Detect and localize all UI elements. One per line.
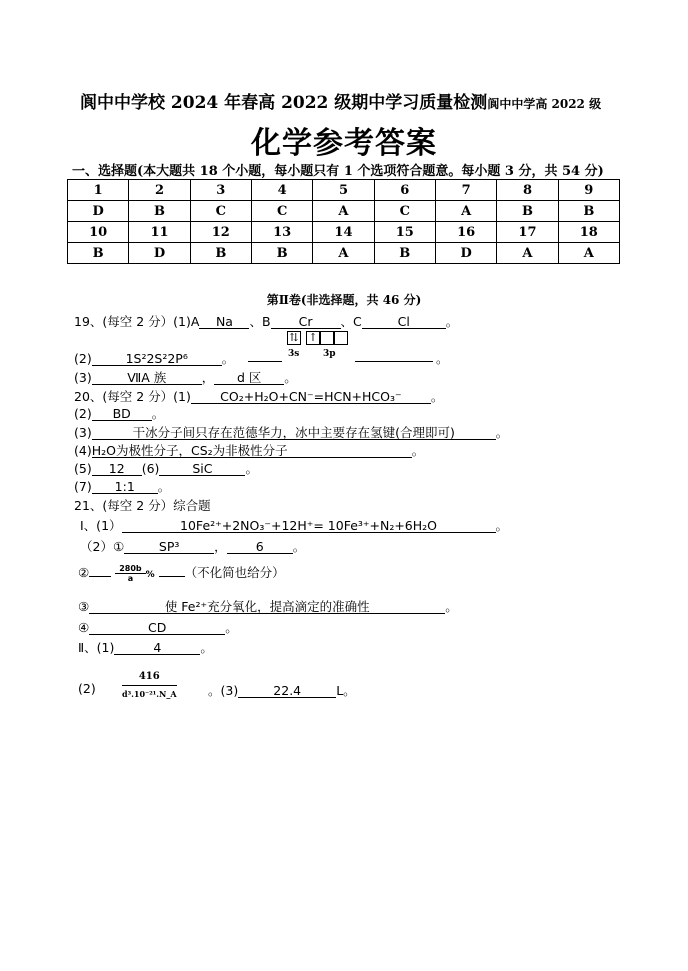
answer-cell: B xyxy=(68,243,129,264)
q20-answer-6: SiC xyxy=(159,462,245,476)
q20-answer-7: 1:1 xyxy=(92,480,158,494)
q19-answer-a: Na xyxy=(199,315,249,329)
q20-line2: (2) BD 。 xyxy=(74,406,165,421)
q19-answer-c: Cl xyxy=(362,315,446,329)
q20-equation: CO₂+H₂O+CN⁻=HCN+HCO₃⁻ xyxy=(191,390,431,404)
question-number-cell: 8 xyxy=(497,180,558,201)
orbital-3p: ↑ xyxy=(306,331,348,350)
question-number-row xyxy=(68,222,620,243)
q21-c3-answer: 使 Fe²⁺充分氧化，提高滴定的准确性 xyxy=(89,600,445,614)
question-number-cell: 7 xyxy=(435,180,496,201)
question-number-cell: 12 xyxy=(190,222,251,243)
answer-cell: C xyxy=(374,201,435,222)
question-number-cell: 5 xyxy=(313,180,374,201)
q21-heading: 21、(每空 2 分）综合题 xyxy=(74,498,211,513)
blank-line xyxy=(248,361,282,362)
answer-cell: D xyxy=(129,243,190,264)
q20-answer-3: 干冰分子间只存在范德华力，冰中主要存在氢键(合理即可) xyxy=(92,426,496,440)
q19-config: 1S²2S²2P⁶ xyxy=(92,352,222,366)
q21-c2-fraction: $\frac{280b}{a}$ xyxy=(115,564,145,583)
q21-c3: ③ 使 Fe²⁺充分氧化，提高滴定的准确性 。 xyxy=(78,599,458,614)
q21-hybridization: SP³ xyxy=(124,540,214,554)
question-number-cell: 1 xyxy=(68,180,129,201)
orbital-3p-label: 3p xyxy=(323,349,336,359)
q19-region: d 区 xyxy=(214,371,284,385)
answer-cell: B xyxy=(497,201,558,222)
orbital-3s: ⇅ xyxy=(287,331,301,350)
document-subtitle: 化学参考答案 xyxy=(251,126,437,161)
q21-II3-answer: 22.4 xyxy=(238,684,336,698)
question-number-cell: 4 xyxy=(251,180,312,201)
section1-heading: 一、选择题(本大题共 18 个小题，每小题只有 1 个选项符合题意。每小题 3 分，共 54 分) xyxy=(72,164,604,179)
answer-cell: A xyxy=(313,201,374,222)
answer-cell: A xyxy=(313,243,374,264)
answer-cell: C xyxy=(251,201,312,222)
q21-I1-equation: 10Fe²⁺+2NO₃⁻+12H⁺= 10Fe³⁺+N₂+6H₂O xyxy=(122,519,496,533)
q19-line3: (3) ⅦA 族 ， d 区 。 xyxy=(74,370,297,385)
q20-line5: (5) 12 (6) SiC 。 xyxy=(74,461,258,476)
answer-cell: B xyxy=(374,243,435,264)
answer-table xyxy=(67,179,620,264)
q20-answer-2: BD xyxy=(92,407,152,421)
answer-row xyxy=(68,243,620,264)
q21-II3: 。(3) 22.4 L。 xyxy=(208,683,356,698)
question-number-cell: 2 xyxy=(129,180,190,201)
q21-II1-answer: 4 xyxy=(114,641,200,655)
q21-c2: ② $\frac{280b}{a}$ % （不化简也给分） xyxy=(78,564,285,583)
document-title: 阆中中学校 2024 年春高 2022 级期中学习质量检测阆中中学高 2022 级 xyxy=(80,93,602,113)
question-number-cell: 18 xyxy=(558,222,619,243)
question-number-cell: 3 xyxy=(190,180,251,201)
question-number-cell: 6 xyxy=(374,180,435,201)
answer-cell: B xyxy=(251,243,312,264)
answer-cell: B xyxy=(558,201,619,222)
answer-cell: C xyxy=(190,201,251,222)
orbital-3s-label: 3s xyxy=(288,349,300,359)
question-number-cell: 17 xyxy=(497,222,558,243)
q20-answer-5: 12 xyxy=(92,462,142,476)
q19-line2: (2) 1S²2S²2P⁶ 。 xyxy=(74,351,235,366)
answer-row xyxy=(68,201,620,222)
question-number-row xyxy=(68,180,620,201)
answer-cell: A xyxy=(558,243,619,264)
q20-line1: 20、(每空 2 分）(1) CO₂+H₂O+CN⁻=HCN+HCO₃⁻ 。 xyxy=(74,389,444,404)
question-number-cell: 10 xyxy=(68,222,129,243)
q21-I2: （2）① SP³ ， 6 。 xyxy=(80,539,306,554)
q21-coordination: 6 xyxy=(227,540,293,554)
answer-cell: A xyxy=(435,201,496,222)
question-number-cell: 16 xyxy=(435,222,496,243)
q21-II2: (2) xyxy=(78,681,96,696)
answer-cell: D xyxy=(68,201,129,222)
section2-heading: 第Ⅱ卷(非选择题，共 46 分) xyxy=(266,293,422,307)
question-number-cell: 13 xyxy=(251,222,312,243)
q19-orbital-end: 。 xyxy=(436,351,449,366)
q19-group: ⅦA 族 xyxy=(92,371,202,385)
answer-cell: B xyxy=(190,243,251,264)
q21-II1: Ⅱ、(1) 4 。 xyxy=(78,640,213,655)
q20-line4: (4)H₂O为极性分子，CS₂为非极性分子 。 xyxy=(74,443,425,458)
question-number-cell: 11 xyxy=(129,222,190,243)
question-number-cell: 14 xyxy=(313,222,374,243)
answer-cell: D xyxy=(435,243,496,264)
answer-cell: B xyxy=(129,201,190,222)
question-number-cell: 9 xyxy=(558,180,619,201)
q21-I1: Ⅰ、(1） 10Fe²⁺+2NO₃⁻+12H⁺= 10Fe³⁺+N₂+6H₂O 。 xyxy=(80,518,509,533)
question-number-cell: 15 xyxy=(374,222,435,243)
title-suffix: 阆中中学高 2022 级 xyxy=(487,97,602,111)
q19-answer-b: Cr xyxy=(271,315,341,329)
q19-line1: 19、(每空 2 分）(1)A Na 、B Cr 、C Cl 。 xyxy=(74,314,459,329)
blank-line xyxy=(355,361,433,362)
q20-line7: (7) 1:1 。 xyxy=(74,479,171,494)
answer-cell: A xyxy=(497,243,558,264)
q20-line3: (3) 干冰分子间只存在范德华力，冰中主要存在氢键(合理即可) 。 xyxy=(74,425,509,440)
q21-II2-fraction: $\frac{416}{\text{d³.10⁻²¹.N\_A}}$ xyxy=(122,671,177,699)
q21-c4: ④ CD 。 xyxy=(78,620,238,635)
q20-answer-4: H₂O为极性分子，CS₂为非极性分子 xyxy=(92,444,412,458)
q21-c4-answer: CD xyxy=(89,621,225,635)
